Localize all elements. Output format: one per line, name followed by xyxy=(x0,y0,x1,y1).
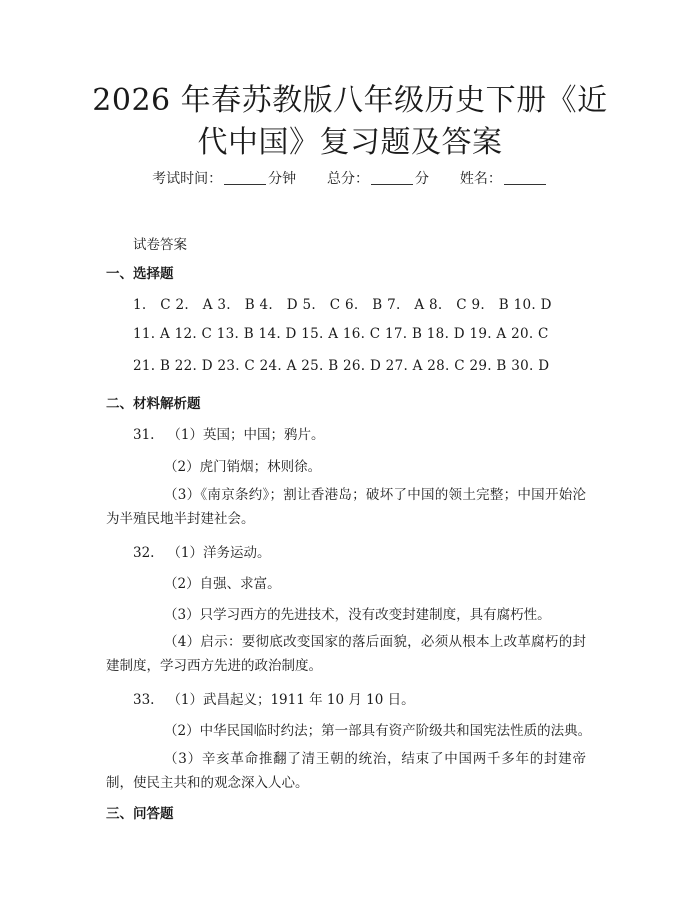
choice-answer-row: 1. C 2. A 3. B 4. D 5. C 6. B 7. A 8. C 9. B 10. D xyxy=(133,297,552,313)
exam-info-line xyxy=(0,168,700,188)
section-heading-choice: 一、选择题 xyxy=(106,266,174,282)
question-number: 32. xyxy=(133,545,155,561)
choice-answer-row: 21. B 22. D 23. C 24. A 25. B 26. D 27. A 28. C 29. B 30. D xyxy=(133,358,550,374)
question-number: 33. xyxy=(133,692,155,708)
time-label: 考试时间： xyxy=(152,171,223,187)
score-blank xyxy=(371,184,413,185)
question-number: 31. xyxy=(133,427,155,443)
question-33-line-1 xyxy=(133,688,415,708)
answer-text: （1）英国；中国；鸦片。 xyxy=(167,427,325,443)
answer-text: （3）只学习西方的先进技术，没有改变封建制度，具有腐朽性。 xyxy=(164,607,551,623)
section-heading-material: 二、材料解析题 xyxy=(106,396,201,412)
answer-text: （2）自强、求富。 xyxy=(164,576,281,592)
answer-text: （2）虎门销烟；林则徐。 xyxy=(164,459,322,475)
name-blank xyxy=(504,184,546,185)
answer-text: （2）中华民国临时约法；第一部具有资产阶级共和国宪法性质的法典。 xyxy=(164,723,592,739)
name-label: 姓名： xyxy=(459,171,502,187)
choice-answer-row: 11. A 12. C 13. B 14. D 15. A 16. C 17. B 18. D 19. A 20. C xyxy=(133,326,549,342)
question-32-line-1 xyxy=(133,541,270,561)
answer-text: （1）洋务运动。 xyxy=(167,545,271,561)
answers-label: 试卷答案 xyxy=(133,237,187,253)
question-31-line-1 xyxy=(133,423,324,443)
time-unit: 分钟 xyxy=(268,171,297,187)
answer-paragraph: （4）启示：要彻底改变国家的落后面貌，必须从根本上改革腐朽的封建制度，学习西方先进的政治制度。 xyxy=(106,634,586,674)
score-label: 总分： xyxy=(327,171,369,187)
page-title: 2026 年春苏教版八年级历史下册《近代中国》复习题及答案 xyxy=(92,83,608,160)
section-heading-qa: 三、问答题 xyxy=(106,806,174,822)
answer-paragraph: （3）辛亥革命推翻了清王朝的统治，结束了中国两千多年的封建帝制，使民主共和的观念深入人心。 xyxy=(106,751,586,791)
answer-text: （1）武昌起义；1911 年 10 月 10 日。 xyxy=(167,692,415,708)
time-blank xyxy=(224,184,266,185)
answer-paragraph: （3）《南京条约》；割让香港岛；破坏了中国的领土完整；中国开始沦为半殖民地半封建社会。 xyxy=(106,487,586,527)
score-unit: 分 xyxy=(415,171,429,187)
